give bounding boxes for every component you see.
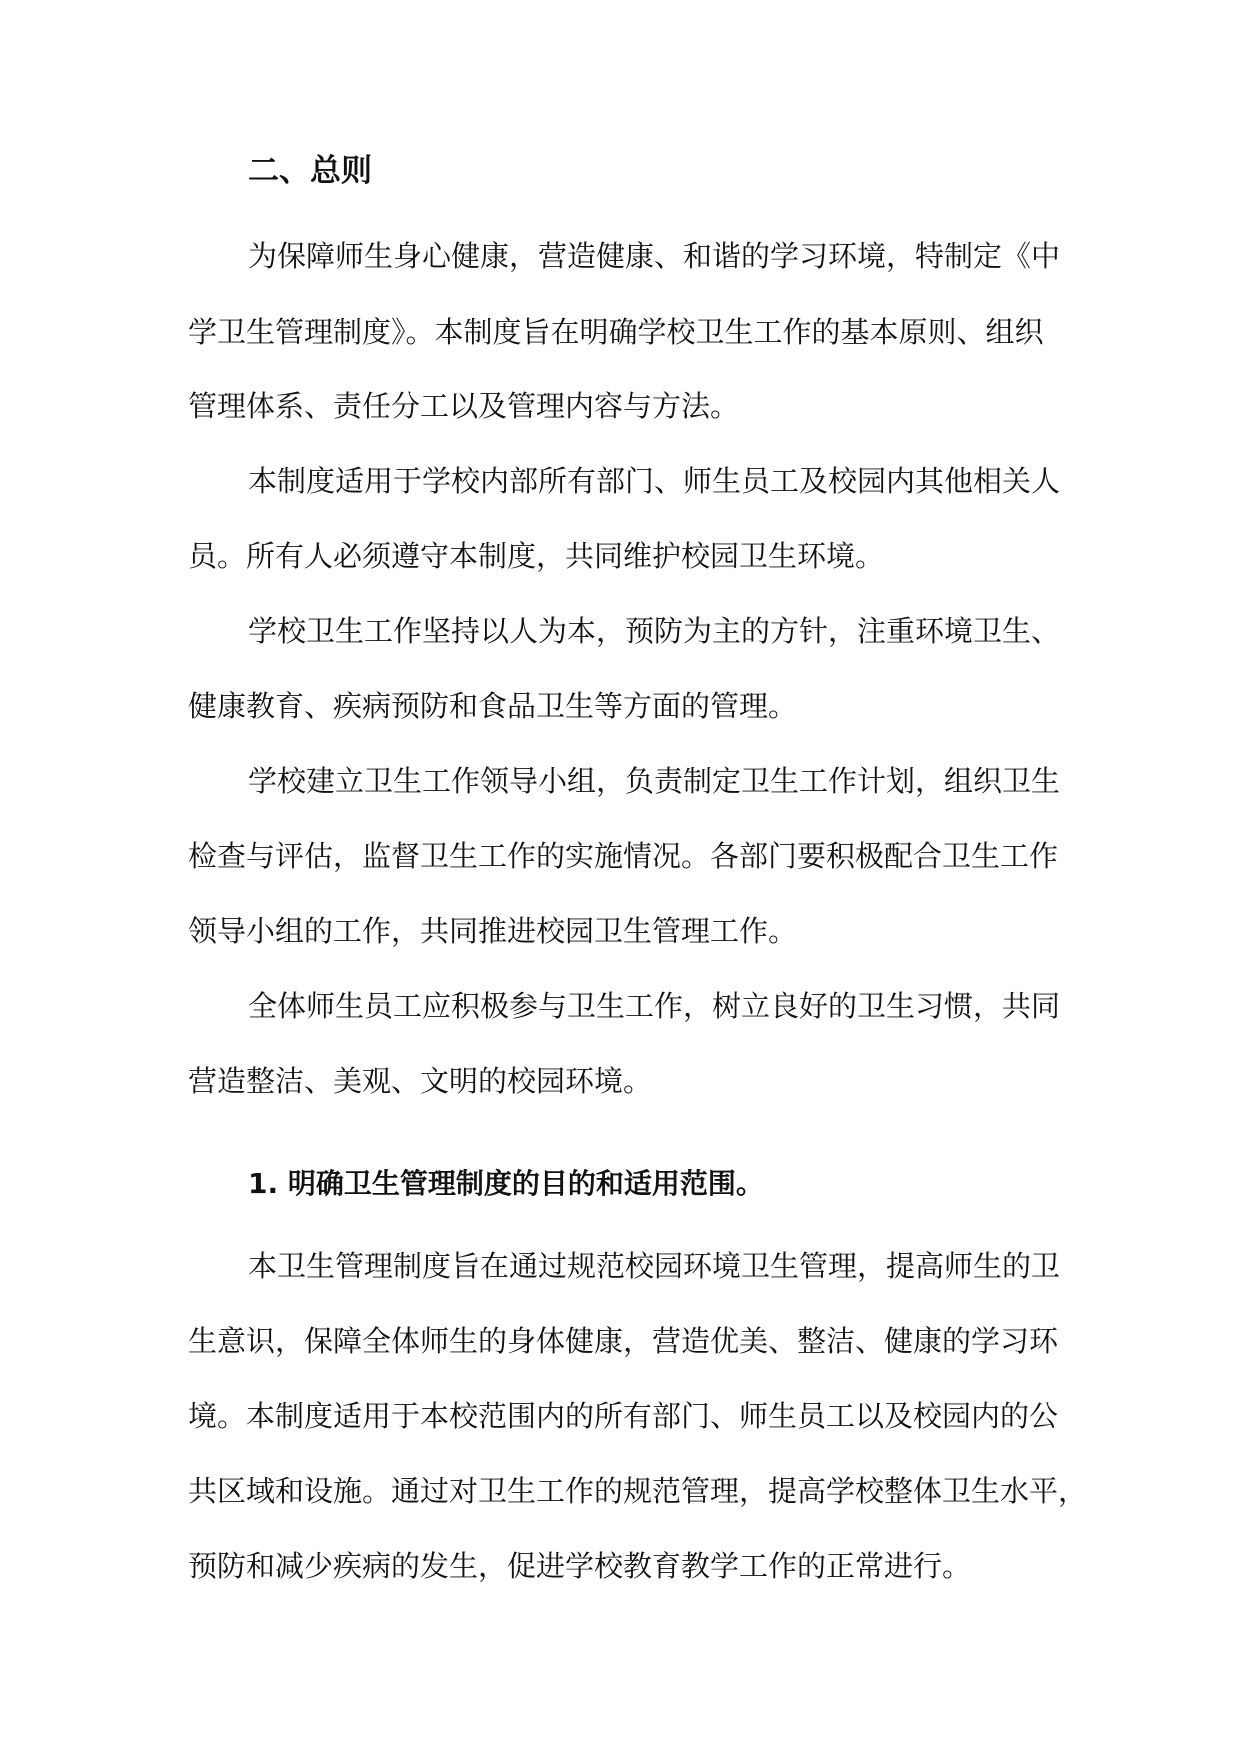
paragraph-line: 健康教育、疾病预防和食品卫生等方面的管理。 <box>188 689 798 723</box>
paragraph-line: 检查与评估，监督卫生工作的实施情况。各部门要积极配合卫生工作 <box>188 839 1059 873</box>
paragraph-line: 员。所有人必须遵守本制度，共同维护校园卫生环境。 <box>188 539 885 573</box>
paragraph-line: 生意识，保障全体师生的身体健康，营造优美、整洁、健康的学习环 <box>188 1324 1059 1358</box>
paragraph-line: 管理体系、责任分工以及管理内容与方法。 <box>188 389 740 423</box>
paragraph-line: 预防和减少疾病的发生，促进学校教育教学工作的正常进行。 <box>188 1549 972 1583</box>
main-heading: 二、总则 <box>248 153 372 189</box>
paragraph-line: 为保障师生身心健康，营造健康、和谐的学习环境，特制定《中 <box>248 239 1061 273</box>
paragraph-line: 境。本制度适用于本校范围内的所有部门、师生员工以及校园内的公 <box>188 1399 1059 1433</box>
paragraph-line: 全体师生员工应积极参与卫生工作，树立良好的卫生习惯，共同 <box>248 989 1061 1023</box>
paragraph-line: 本制度适用于学校内部所有部门、师生员工及校园内其他相关人 <box>248 464 1061 498</box>
paragraph-line: 学校建立卫生工作领导小组，负责制定卫生工作计划，组织卫生 <box>248 764 1061 798</box>
paragraph-line: 领导小组的工作，共同推进校园卫生管理工作。 <box>188 914 798 948</box>
paragraph-line: 本卫生管理制度旨在通过规范校园环境卫生管理，提高师生的卫 <box>248 1249 1061 1283</box>
section-heading: 1. 明确卫生管理制度的目的和适用范围。 <box>248 1167 764 1200</box>
paragraph-line: 学校卫生工作坚持以人为本，预防为主的方针，注重环境卫生、 <box>248 614 1061 648</box>
paragraph-line: 学卫生管理制度》。本制度旨在明确学校卫生工作的基本原则、组织 <box>188 315 1044 349</box>
paragraph-line: 共区域和设施。通过对卫生工作的规范管理，提高学校整体卫生水平， <box>188 1474 1088 1508</box>
paragraph-line: 营造整洁、美观、文明的校园环境。 <box>188 1064 653 1098</box>
